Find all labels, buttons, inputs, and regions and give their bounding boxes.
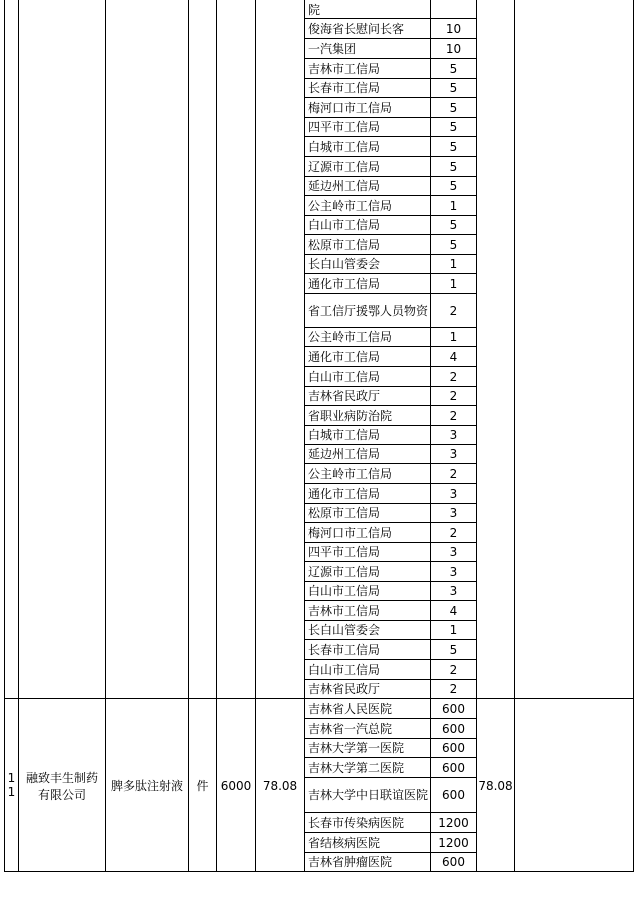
row-line	[430, 293, 477, 294]
recipient-name: 吉林大学第二医院	[308, 760, 405, 775]
recipient-name: 吉林大学第一医院	[308, 741, 405, 755]
table-col-line	[255, 0, 256, 872]
recipient-name: 辽源市工信局	[308, 159, 381, 174]
recipient-quantity	[431, 1, 476, 18]
recipient-name: 吉林省一汽总院	[308, 721, 393, 736]
row-line	[430, 503, 477, 504]
recipient-name: 吉林省人民医院	[308, 702, 393, 716]
recipient-quantity: 1	[449, 330, 458, 344]
row-line	[430, 176, 477, 177]
recipient-quantity: 1	[449, 276, 458, 291]
recipient-name: 梅河口市工信局	[308, 100, 393, 115]
recipient-name: 长春市传染病医院	[308, 815, 405, 830]
table-border-left	[4, 0, 5, 872]
recipient-quantity: 5	[449, 642, 458, 657]
row-line	[430, 58, 477, 59]
recipient-quantity: 3	[449, 584, 458, 598]
recipient-name: 吉林省民政厅	[308, 389, 381, 403]
table-border-right	[633, 0, 634, 872]
row-line	[430, 195, 477, 196]
total-amount: 78.08	[478, 779, 513, 793]
recipient-name: 公主岭市工信局	[308, 466, 393, 481]
recipient-name: 松原市工信局	[308, 237, 381, 252]
recipient-quantity: 2	[449, 369, 458, 384]
recipient-name: 省结核病医院	[308, 835, 381, 850]
row-line	[430, 234, 477, 235]
recipient-quantity: 1	[449, 198, 458, 213]
recipient-name: 延边州工信局	[308, 447, 381, 461]
row-line	[430, 561, 477, 562]
recipient-name: 白山市工信局	[308, 218, 381, 232]
row-line	[430, 444, 477, 445]
recipient-name: 辽源市工信局	[308, 564, 381, 579]
recipient-quantity: 600	[442, 855, 465, 869]
row-line	[430, 483, 477, 484]
recipient-quantity: 4	[449, 349, 458, 364]
recipient-name: 白山市工信局	[308, 369, 381, 384]
recipient-quantity: 10	[445, 21, 462, 36]
row-line	[430, 156, 477, 157]
recipient-name: 一汽集团	[308, 41, 357, 56]
recipient-quantity: 600	[442, 788, 465, 802]
row-line	[430, 581, 477, 582]
row-line	[430, 639, 477, 640]
recipient-name: 白城市工信局	[308, 428, 381, 442]
row-line	[430, 600, 477, 601]
recipient-name: 俊海省长慰问长客	[308, 21, 405, 36]
recipient-quantity: 5	[449, 100, 458, 115]
recipient-name: 吉林省肿瘤医院	[308, 855, 393, 869]
recipient-quantity: 5	[449, 139, 458, 154]
recipient-name: 延边州工信局	[308, 179, 381, 193]
recipient-quantity: 5	[449, 61, 458, 76]
recipient-quantity: 600	[442, 741, 465, 755]
recipient-quantity: 5	[449, 159, 458, 174]
recipient-quantity: 2	[449, 682, 458, 696]
recipient-name: 公主岭市工信局	[308, 330, 393, 344]
recipient-quantity: 600	[442, 760, 465, 775]
company-name: 融致丰生制药有限公司	[25, 771, 98, 802]
row-line	[430, 97, 477, 98]
recipient-quantity: 2	[449, 389, 458, 403]
table-col-line	[304, 0, 305, 872]
recipient-quantity: 3	[449, 486, 458, 501]
recipient-quantity: 5	[449, 237, 458, 252]
recipient-quantity: 5	[449, 81, 458, 95]
row-line	[430, 117, 477, 118]
recipient-quantity: 2	[449, 466, 458, 481]
row-line	[430, 386, 477, 387]
recipient-quantity: 2	[449, 303, 458, 318]
recipient-quantity: 2	[449, 525, 458, 540]
recipient-quantity: 3	[449, 564, 458, 579]
recipient-name: 松原市工信局	[308, 506, 381, 520]
row-line	[430, 273, 477, 274]
amount: 78.08	[262, 779, 298, 793]
recipient-name: 通化市工信局	[308, 486, 381, 501]
recipient-name: 省职业病防治院	[308, 408, 393, 423]
recipient-name: 长春市工信局	[308, 81, 381, 95]
row-line	[430, 38, 477, 39]
recipient-quantity: 3	[449, 447, 458, 461]
row-line	[430, 136, 477, 137]
unit: 件	[196, 779, 209, 793]
row-line	[430, 78, 477, 79]
section-separator	[4, 698, 634, 699]
recipient-name: 长白山管委会	[308, 623, 381, 637]
row-line	[430, 425, 477, 426]
table-col-line	[476, 0, 477, 872]
recipient-quantity: 2	[449, 408, 458, 423]
recipient-quantity: 600	[442, 721, 465, 736]
recipient-quantity: 1	[449, 623, 458, 637]
row-line	[430, 254, 477, 255]
row-line	[430, 659, 477, 660]
recipient-quantity: 5	[449, 218, 458, 232]
recipient-quantity: 1200	[438, 815, 469, 830]
entry-index	[5, 771, 18, 799]
recipient-name: 公主岭市工信局	[308, 198, 393, 213]
product-name: 脾多肽注射液	[110, 779, 183, 793]
entry-index-digit-1: 1	[7, 771, 16, 785]
row-line	[430, 327, 477, 328]
row-line	[430, 522, 477, 523]
recipient-quantity: 1	[449, 257, 458, 271]
recipient-name: 梅河口市工信局	[308, 525, 393, 540]
row-line	[430, 346, 477, 347]
row-line	[430, 215, 477, 216]
recipient-name: 四平市工信局	[308, 545, 381, 559]
table-col-line	[18, 0, 19, 872]
recipient-quantity: 10	[445, 41, 462, 56]
quantity: 6000	[220, 779, 252, 793]
recipient-quantity: 3	[449, 428, 458, 442]
recipient-quantity: 3	[449, 506, 458, 520]
recipient-quantity: 1200	[438, 835, 469, 850]
recipient-quantity: 5	[449, 179, 458, 193]
table-col-line	[514, 0, 515, 872]
recipient-name: 通化市工信局	[308, 276, 381, 291]
recipient-name: 吉林省民政厅	[308, 682, 381, 696]
row-line	[430, 620, 477, 621]
table-col-line	[188, 0, 189, 872]
row-line	[430, 463, 477, 464]
recipient-quantity: 600	[442, 702, 465, 716]
recipient-quantity: 5	[449, 120, 458, 134]
recipient-name: 吉林市工信局	[308, 603, 381, 618]
table-col-line	[216, 0, 217, 872]
recipient-name: 白山市工信局	[308, 662, 381, 677]
row-line	[430, 542, 477, 543]
table-border-bottom	[4, 871, 634, 872]
row-line	[430, 679, 477, 680]
recipient-name: 长春市工信局	[308, 642, 381, 657]
recipient-name: 白城市工信局	[308, 139, 381, 154]
row-line	[430, 18, 477, 19]
row-line	[430, 366, 477, 367]
recipient-name: 吉林大学中日联谊医院	[308, 788, 429, 802]
recipient-name: 白山市工信局	[308, 584, 381, 598]
recipient-quantity: 2	[449, 662, 458, 677]
recipient-quantity: 3	[449, 545, 458, 559]
table-col-line	[105, 0, 106, 872]
recipient-quantity: 4	[449, 603, 458, 618]
entry-index-digit-2: 1	[7, 785, 16, 799]
row-line	[430, 405, 477, 406]
recipient-name: 省工信厅援鄂人员物资	[308, 303, 429, 318]
recipient-name: 四平市工信局	[308, 120, 381, 134]
recipient-name: 长白山管委会	[308, 257, 381, 271]
recipient-name: 吉林市工信局	[308, 61, 381, 76]
recipient-name: 通化市工信局	[308, 349, 381, 364]
recipient-name: 院	[308, 2, 321, 17]
